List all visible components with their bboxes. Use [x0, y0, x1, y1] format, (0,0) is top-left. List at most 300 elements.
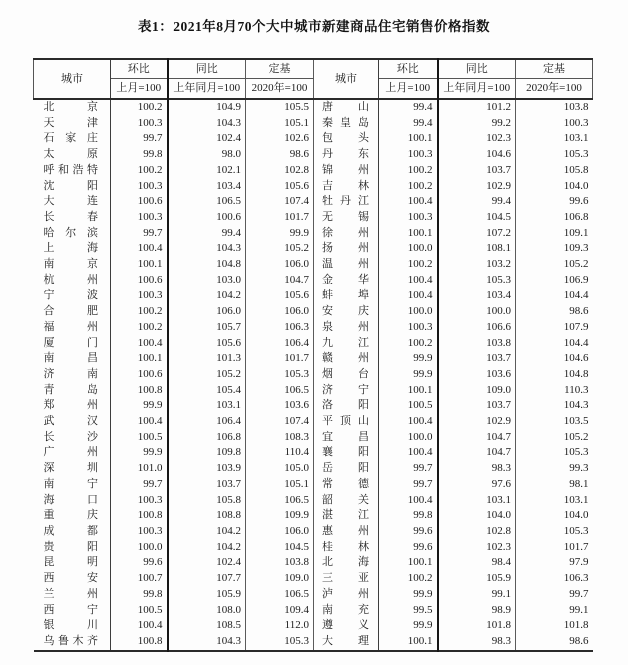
mom-index-cell: 100.1: [379, 383, 438, 399]
city-cell: [314, 524, 379, 540]
city-cell: [314, 99, 379, 116]
fixed-index-cell: 106.5: [246, 383, 314, 399]
table-row: [34, 288, 593, 304]
table-row: [34, 131, 593, 147]
city-name: 牡丹江: [322, 195, 369, 208]
fixed-index-cell: 99.6: [569, 195, 589, 208]
city-name: 广州: [43, 446, 98, 459]
yoy-index-cell: 101.8: [438, 618, 516, 634]
mom-index-cell: 99.6: [111, 555, 168, 571]
city-cell: [34, 320, 111, 336]
yoy-index-cell: 102.1: [168, 163, 246, 179]
table-row: [34, 555, 593, 571]
header-row-bases: [34, 79, 593, 100]
city-cell: [34, 226, 111, 242]
yoy-index-cell: 104.7: [438, 430, 516, 446]
fixed-index-cell: 109.0: [246, 571, 314, 587]
city-name: 泸州: [322, 587, 369, 600]
city-cell: [314, 163, 379, 179]
mom-index-cell: 100.6: [111, 367, 168, 383]
city-name: 平顶山: [322, 415, 369, 428]
table-row: [34, 336, 593, 352]
city-cell: [314, 320, 379, 336]
mom-index-cell: 100.1: [111, 351, 168, 367]
fixed-index-cell: 105.0: [246, 461, 314, 477]
table-row: [34, 461, 593, 477]
city-name: 大连: [43, 195, 98, 208]
fixed-index-cell: 99.1: [569, 603, 589, 616]
yoy-index-cell: 103.4: [168, 179, 246, 195]
fixed-index-cell: 106.0: [246, 257, 314, 273]
mom-index-cell: 99.6: [379, 524, 438, 540]
city-cell: [314, 288, 379, 304]
city-cell: [314, 147, 379, 163]
city-name: 宜昌: [322, 430, 369, 443]
city-cell: [314, 116, 379, 132]
city-cell: [34, 304, 111, 320]
header-yoy-base-left: 上年同月=100: [168, 79, 246, 100]
table-row: [34, 99, 593, 116]
mom-index-cell: 100.3: [111, 288, 168, 304]
yoy-index-cell: 103.7: [438, 163, 516, 179]
city-cell: [314, 179, 379, 195]
city-name: 唐山: [322, 101, 369, 113]
city-name: 沈阳: [43, 179, 98, 192]
fixed-index-cell: 98.6: [569, 634, 589, 647]
fixed-index-cell: 105.2: [563, 258, 589, 271]
fixed-index-cell: 105.5: [246, 99, 314, 116]
city-name: 北京: [43, 101, 98, 113]
header-mom-base-right: 上月=100: [379, 79, 438, 100]
mom-index-cell: 100.2: [111, 163, 168, 179]
city-cell: [314, 430, 379, 446]
table-row: [34, 508, 593, 524]
header-fixed-left: 定基: [246, 59, 314, 79]
city-name: 贵阳: [43, 540, 98, 553]
fixed-index-cell: 106.3: [563, 572, 589, 585]
city-name: 常德: [322, 477, 369, 490]
mom-index-cell: 100.4: [379, 493, 438, 509]
city-name: 昆明: [43, 556, 98, 569]
city-cell: [34, 493, 111, 509]
fixed-index-cell: 107.9: [563, 320, 589, 333]
city-cell: [314, 304, 379, 320]
fixed-index-cell: 98.6: [246, 147, 314, 163]
header-yoy-left: 同比: [168, 59, 246, 79]
mom-index-cell: 100.1: [379, 634, 438, 651]
fixed-index-cell: 102.6: [246, 131, 314, 147]
mom-index-cell: 100.2: [379, 179, 438, 195]
city-cell: [34, 336, 111, 352]
mom-index-cell: 100.6: [111, 194, 168, 210]
yoy-index-cell: 107.2: [438, 226, 516, 242]
table-row: [34, 414, 593, 430]
city-cell: [314, 226, 379, 242]
city-name: 蚌埠: [322, 289, 369, 302]
fixed-index-cell: 105.8: [563, 163, 589, 176]
mom-index-cell: 100.4: [111, 241, 168, 257]
yoy-index-cell: 104.2: [168, 524, 246, 540]
city-cell: [34, 131, 111, 147]
yoy-index-cell: 102.9: [438, 414, 516, 430]
city-name: 大理: [322, 634, 369, 647]
city-cell: [34, 288, 111, 304]
city-name: 济宁: [322, 383, 369, 396]
yoy-index-cell: 103.6: [438, 367, 516, 383]
city-name: 三亚: [322, 572, 369, 585]
city-cell: [34, 430, 111, 446]
fixed-index-cell: 103.8: [563, 101, 589, 113]
yoy-index-cell: 104.3: [168, 241, 246, 257]
yoy-index-cell: 108.1: [438, 241, 516, 257]
city-name: 重庆: [43, 509, 98, 522]
yoy-index-cell: 104.8: [168, 257, 246, 273]
fixed-index-cell: 105.2: [563, 430, 589, 443]
city-cell: [314, 398, 379, 414]
city-cell: [314, 508, 379, 524]
yoy-index-cell: 102.3: [438, 540, 516, 556]
city-cell: [34, 398, 111, 414]
fixed-index-cell: 99.7: [569, 587, 589, 600]
city-name: 海口: [43, 493, 98, 506]
fixed-index-cell: 106.4: [246, 336, 314, 352]
table-row: [34, 571, 593, 587]
city-cell: [34, 414, 111, 430]
table-title: 表1：2021年8月70个大中城市新建商品住宅销售价格指数: [138, 19, 490, 34]
city-name: 成都: [43, 524, 98, 537]
mom-index-cell: 99.9: [111, 445, 168, 461]
yoy-index-cell: 104.2: [168, 288, 246, 304]
fixed-index-cell: 109.3: [563, 242, 589, 255]
city-cell: [34, 571, 111, 587]
fixed-index-cell: 101.7: [563, 540, 589, 553]
mom-index-cell: 100.1: [111, 257, 168, 273]
fixed-index-cell: 104.0: [563, 509, 589, 522]
mom-index-cell: 100.6: [111, 273, 168, 289]
table-row: [34, 603, 593, 619]
fixed-index-cell: 100.3: [563, 116, 589, 129]
mom-index-cell: 100.3: [379, 320, 438, 336]
yoy-index-cell: 104.0: [438, 508, 516, 524]
city-cell: [34, 445, 111, 461]
mom-index-cell: 100.2: [111, 320, 168, 336]
city-cell: [34, 540, 111, 556]
yoy-index-cell: 104.3: [168, 116, 246, 132]
city-cell: [314, 555, 379, 571]
city-name: 岳阳: [322, 462, 369, 475]
mom-index-cell: 99.9: [379, 367, 438, 383]
table-row: [34, 226, 593, 242]
table-row: [34, 493, 593, 509]
header-row-labels: [34, 59, 593, 79]
mom-index-cell: 99.6: [379, 540, 438, 556]
city-cell: [314, 257, 379, 273]
city-cell: [34, 603, 111, 619]
yoy-index-cell: 99.4: [168, 226, 246, 242]
yoy-index-cell: 105.4: [168, 383, 246, 399]
yoy-index-cell: 100.6: [168, 210, 246, 226]
mom-index-cell: 99.7: [379, 461, 438, 477]
fixed-index-cell: 107.4: [246, 194, 314, 210]
mom-index-cell: 100.2: [111, 304, 168, 320]
mom-index-cell: 100.1: [379, 131, 438, 147]
table-row: [34, 618, 593, 634]
fixed-index-cell: 109.4: [246, 603, 314, 619]
fixed-index-cell: 98.1: [569, 477, 589, 490]
city-name: 泉州: [322, 320, 369, 333]
yoy-index-cell: 105.2: [168, 367, 246, 383]
fixed-index-cell: 103.8: [246, 555, 314, 571]
yoy-index-cell: 97.6: [438, 477, 516, 493]
city-name: 呼和浩特: [43, 163, 98, 176]
city-name: 韶关: [322, 493, 369, 506]
city-cell: [314, 367, 379, 383]
header-mom-left: 环比: [111, 59, 168, 79]
yoy-index-cell: 104.3: [168, 634, 246, 651]
yoy-index-cell: 104.5: [438, 210, 516, 226]
city-name: 南充: [322, 603, 369, 616]
city-cell: [34, 194, 111, 210]
mom-index-cell: 100.4: [379, 194, 438, 210]
mom-index-cell: 101.0: [111, 461, 168, 477]
fixed-index-cell: 110.3: [564, 383, 589, 396]
city-name: 襄阳: [322, 446, 369, 459]
yoy-index-cell: 103.1: [438, 493, 516, 509]
city-name: 福州: [43, 320, 98, 333]
city-cell: [314, 618, 379, 634]
fixed-index-cell: 104.3: [563, 399, 589, 412]
header-yoy-base-right: 上年同月=100: [438, 79, 516, 100]
fixed-index-cell: 106.5: [246, 587, 314, 603]
fixed-index-cell: 103.1: [563, 132, 589, 145]
table-row: [34, 147, 593, 163]
city-name: 合肥: [43, 305, 98, 318]
yoy-index-cell: 106.5: [168, 194, 246, 210]
yoy-index-cell: 98.3: [438, 461, 516, 477]
city-cell: [34, 524, 111, 540]
yoy-index-cell: 100.0: [438, 304, 516, 320]
yoy-index-cell: 99.4: [438, 194, 516, 210]
city-name: 徐州: [322, 226, 369, 239]
fixed-index-cell: 105.3: [246, 634, 314, 651]
yoy-index-cell: 108.8: [168, 508, 246, 524]
mom-index-cell: 100.3: [111, 116, 168, 132]
mom-index-cell: 100.0: [379, 430, 438, 446]
fixed-index-cell: 97.9: [569, 556, 589, 569]
city-name: 九江: [322, 336, 369, 349]
city-cell: [34, 147, 111, 163]
city-cell: [34, 241, 111, 257]
city-name: 太原: [43, 148, 98, 161]
city-name: 南昌: [43, 352, 98, 365]
fixed-index-cell: 104.6: [563, 352, 589, 365]
header-fixed-base-right: 2020年=100: [516, 79, 593, 100]
fixed-index-cell: 104.8: [563, 367, 589, 380]
table-row: [34, 445, 593, 461]
yoy-index-cell: 102.8: [438, 524, 516, 540]
yoy-index-cell: 105.8: [168, 493, 246, 509]
fixed-index-cell: 104.5: [246, 540, 314, 556]
fixed-index-cell: 104.7: [246, 273, 314, 289]
fixed-index-cell: 106.0: [246, 304, 314, 320]
city-cell: [314, 445, 379, 461]
table-row: [34, 398, 593, 414]
header-yoy-right: 同比: [438, 59, 516, 79]
city-name: 无锡: [322, 210, 369, 223]
header-fixed-right: 定基: [516, 59, 593, 79]
mom-index-cell: 99.7: [111, 477, 168, 493]
yoy-index-cell: 98.4: [438, 555, 516, 571]
yoy-index-cell: 99.2: [438, 116, 516, 132]
yoy-index-cell: 105.7: [168, 320, 246, 336]
mom-index-cell: 100.5: [111, 603, 168, 619]
city-name: 银川: [43, 619, 98, 632]
table-row: [34, 634, 593, 651]
city-name: 哈尔滨: [43, 226, 98, 239]
header-city-right: 城市: [314, 59, 379, 99]
city-name: 湛江: [322, 509, 369, 522]
fixed-index-cell: 105.3: [563, 148, 589, 161]
yoy-index-cell: 98.3: [438, 634, 516, 651]
yoy-index-cell: 106.6: [438, 320, 516, 336]
yoy-index-cell: 103.2: [438, 257, 516, 273]
header-fixed-base-left: 2020年=100: [246, 79, 314, 100]
fixed-index-cell: 98.6: [569, 305, 589, 318]
yoy-index-cell: 104.6: [438, 147, 516, 163]
city-cell: [34, 508, 111, 524]
city-cell: [34, 383, 111, 399]
mom-index-cell: 100.0: [379, 241, 438, 257]
city-cell: [34, 210, 111, 226]
city-name: 上海: [43, 242, 98, 255]
city-cell: [314, 461, 379, 477]
city-cell: [34, 179, 111, 195]
mom-index-cell: 100.3: [111, 179, 168, 195]
city-cell: [34, 257, 111, 273]
city-cell: [34, 163, 111, 179]
table-row: [34, 320, 593, 336]
yoy-index-cell: 106.0: [168, 304, 246, 320]
city-cell: [314, 273, 379, 289]
mom-index-cell: 99.9: [379, 351, 438, 367]
yoy-index-cell: 104.7: [438, 445, 516, 461]
mom-index-cell: 99.5: [379, 603, 438, 619]
header-city-left: 城市: [34, 59, 111, 99]
mom-index-cell: 99.4: [379, 99, 438, 116]
table-row: [34, 383, 593, 399]
table-row: [34, 477, 593, 493]
fixed-index-cell: 106.9: [563, 273, 589, 286]
mom-index-cell: 99.7: [111, 226, 168, 242]
mom-index-cell: 100.8: [111, 383, 168, 399]
yoy-index-cell: 105.9: [438, 571, 516, 587]
table-row: [34, 179, 593, 195]
mom-index-cell: 100.0: [379, 304, 438, 320]
mom-index-cell: 99.7: [111, 131, 168, 147]
city-cell: [34, 351, 111, 367]
city-cell: [314, 194, 379, 210]
yoy-index-cell: 103.7: [438, 351, 516, 367]
mom-index-cell: 100.2: [379, 571, 438, 587]
city-cell: [34, 587, 111, 603]
city-cell: [34, 618, 111, 634]
mom-index-cell: 100.3: [111, 524, 168, 540]
fixed-index-cell: 99.3: [569, 462, 589, 475]
city-cell: [314, 336, 379, 352]
city-cell: [34, 634, 111, 651]
fixed-index-cell: 105.6: [246, 179, 314, 195]
mom-index-cell: 100.2: [379, 257, 438, 273]
yoy-index-cell: 102.3: [438, 131, 516, 147]
city-name: 乌鲁木齐: [43, 634, 98, 647]
yoy-index-cell: 104.9: [168, 99, 246, 116]
mom-index-cell: 100.3: [111, 210, 168, 226]
yoy-index-cell: 103.9: [168, 461, 246, 477]
city-name: 石家庄: [43, 132, 98, 145]
yoy-index-cell: 109.0: [438, 383, 516, 399]
mom-index-cell: 100.4: [111, 336, 168, 352]
yoy-index-cell: 101.3: [168, 351, 246, 367]
mom-index-cell: 100.5: [379, 398, 438, 414]
yoy-index-cell: 102.9: [438, 179, 516, 195]
mom-index-cell: 100.5: [111, 430, 168, 446]
city-cell: [314, 477, 379, 493]
city-cell: [34, 273, 111, 289]
fixed-index-cell: 104.4: [563, 289, 589, 302]
table-row: [34, 367, 593, 383]
fixed-index-cell: 105.1: [246, 116, 314, 132]
city-cell: [34, 477, 111, 493]
city-name: 包头: [322, 132, 369, 145]
mom-index-cell: 100.2: [379, 163, 438, 179]
city-name: 南宁: [43, 477, 98, 490]
fixed-index-cell: 108.3: [246, 430, 314, 446]
mom-index-cell: 100.4: [379, 414, 438, 430]
mom-index-cell: 100.7: [111, 571, 168, 587]
mom-index-cell: 99.8: [111, 587, 168, 603]
city-name: 惠州: [322, 524, 369, 537]
city-cell: [314, 414, 379, 430]
fixed-index-cell: 110.4: [246, 445, 314, 461]
yoy-index-cell: 98.9: [438, 603, 516, 619]
fixed-index-cell: 105.6: [246, 288, 314, 304]
mom-index-cell: 100.3: [111, 493, 168, 509]
mom-index-cell: 99.9: [379, 618, 438, 634]
city-cell: [314, 131, 379, 147]
fixed-index-cell: 101.7: [246, 351, 314, 367]
city-name: 赣州: [322, 352, 369, 365]
mom-index-cell: 99.8: [379, 508, 438, 524]
header-mom-base-left: 上月=100: [111, 79, 168, 100]
city-name: 扬州: [322, 242, 369, 255]
yoy-index-cell: 99.1: [438, 587, 516, 603]
fixed-index-cell: 104.4: [563, 336, 589, 349]
fixed-index-cell: 105.2: [246, 241, 314, 257]
fixed-index-cell: 105.1: [246, 477, 314, 493]
yoy-index-cell: 98.0: [168, 147, 246, 163]
yoy-index-cell: 108.0: [168, 603, 246, 619]
city-name: 西宁: [43, 603, 98, 616]
fixed-index-cell: 103.1: [563, 493, 589, 506]
mom-index-cell: 100.4: [379, 273, 438, 289]
city-cell: [314, 241, 379, 257]
city-cell: [34, 461, 111, 477]
table-header: [34, 59, 593, 99]
mom-index-cell: 100.3: [379, 147, 438, 163]
table-row: [34, 257, 593, 273]
yoy-index-cell: 105.6: [168, 336, 246, 352]
table-row: [34, 210, 593, 226]
